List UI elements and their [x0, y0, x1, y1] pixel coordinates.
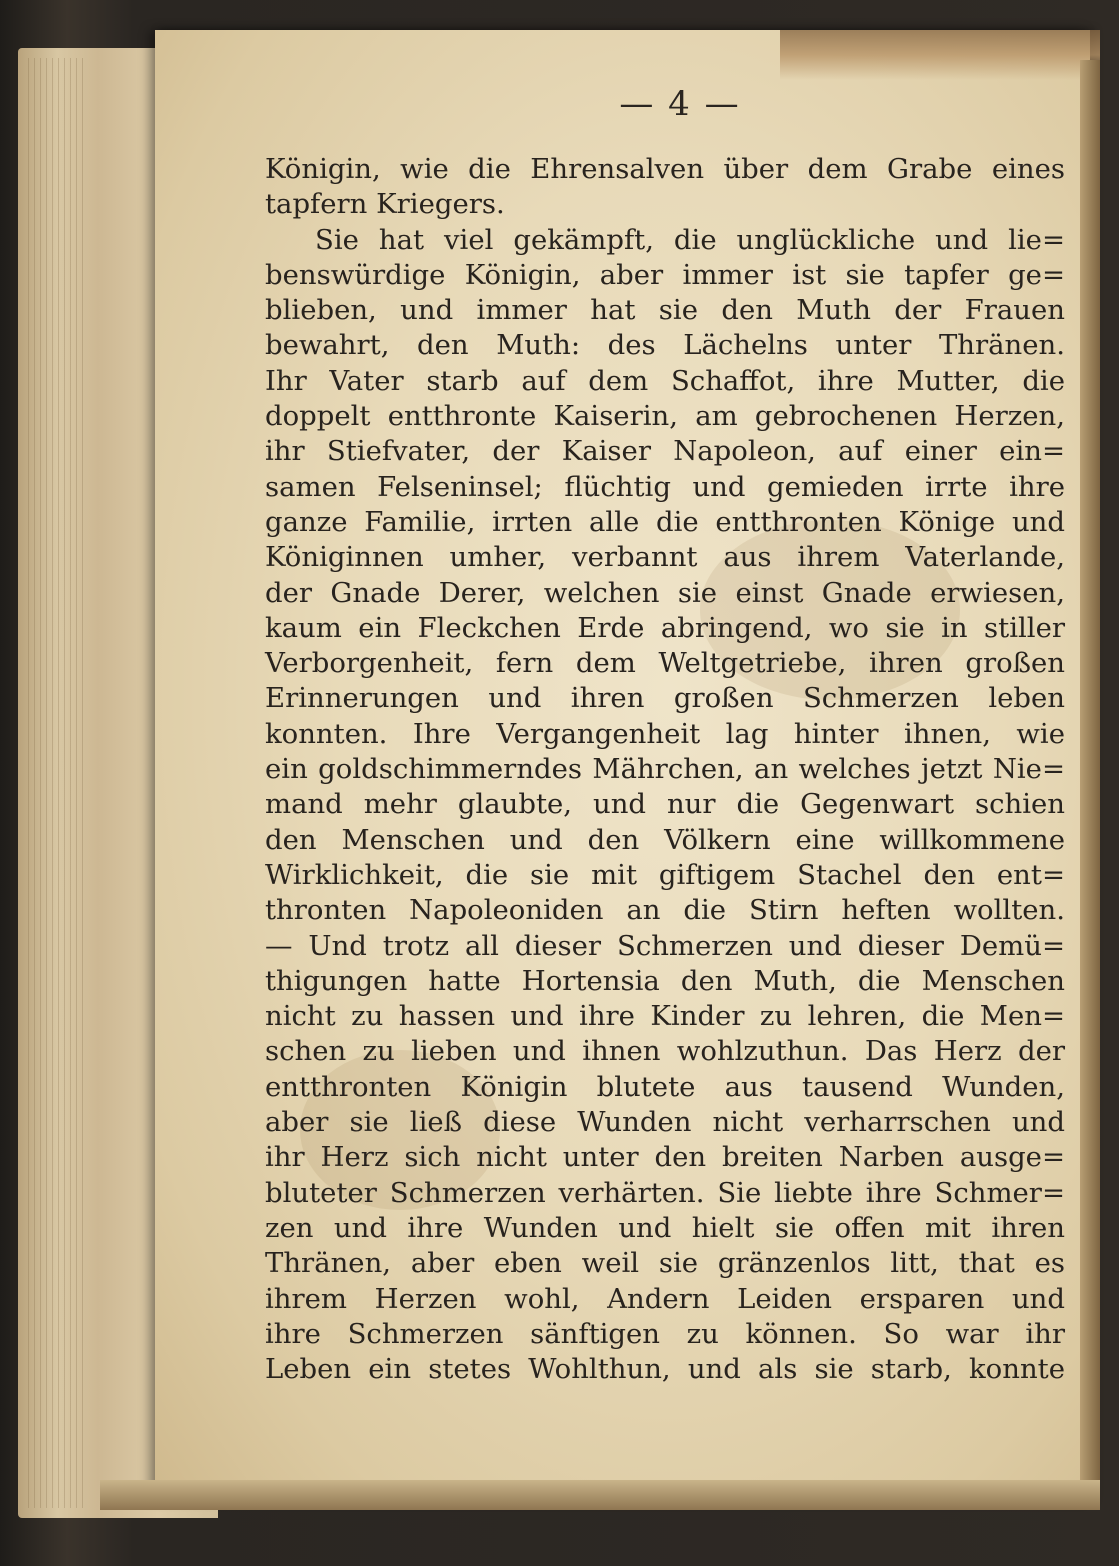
page-right-edge	[1080, 60, 1100, 1500]
text-line: Ihr Vater starb auf dem Schaffot, ihre Mutter, die	[265, 364, 1065, 397]
text-line: konnten. Ihre Vergangenheit lag hinter ihnen, wie	[265, 717, 1065, 750]
text-line: Wirklichkeit, die sie mit giftigem Stachel den ent=	[265, 858, 1065, 891]
text-line: kaum ein Fleckchen Erde abringend, wo sie in stiller	[265, 611, 1065, 644]
text-line: thronten Napoleoniden an die Stirn heften wollten.	[265, 894, 1065, 927]
text-line: entthronten Königin blutete aus tausend Wunden,	[265, 1070, 1065, 1103]
text-line: tapfern Kriegers.	[265, 188, 505, 221]
text-line: der Gnade Derer, welchen sie einst Gnade erwiesen,	[265, 576, 1065, 609]
text-line: Erinnerungen und ihren großen Schmerzen leben	[265, 682, 1065, 715]
text-line: ganze Familie, irrten alle die entthronten Könige und	[265, 505, 1065, 538]
text-line: Sie hat viel gekämpft, die unglückliche und lie=	[315, 223, 1065, 256]
text-line: benswürdige Königin, aber immer ist sie tapfer ge=	[265, 258, 1065, 291]
text-line: nicht zu hassen und ihre Kinder zu lehren, die Men=	[265, 1000, 1065, 1033]
page-number: — 4 —	[619, 84, 741, 124]
text-line: Thränen, aber eben weil sie gränzenlos litt, that es	[265, 1247, 1065, 1280]
text-line: ihr Stiefvater, der Kaiser Napoleon, auf einer ein=	[265, 435, 1065, 468]
text-line: ihre Schmerzen sänftigen zu können. So war ihr	[265, 1317, 1065, 1350]
text-line: ein goldschimmerndes Mährchen, an welches jetzt Nie=	[265, 753, 1065, 786]
text-line: thigungen hatte Hortensia den Muth, die Menschen	[265, 964, 1065, 997]
text-line: samen Felseninsel; flüchtig und gemieden irrte ihre	[265, 470, 1065, 503]
text-line: den Menschen und den Völkern eine willkommene	[265, 823, 1065, 856]
text-line: blieben, und immer hat sie den Muth der Frauen	[265, 294, 1065, 327]
text-line: zen und ihre Wunden und hielt sie offen mit ihren	[265, 1211, 1065, 1244]
text-line: Königin, wie die Ehrensalven über dem Grabe eines	[265, 153, 1065, 185]
text-line: aber sie ließ diese Wunden nicht verharrschen und	[265, 1106, 1065, 1139]
text-line: schen zu lieben und ihnen wohlzuthun. Das Herz der	[265, 1035, 1065, 1068]
page-bottom-edge	[100, 1480, 1100, 1510]
text-line: ihrem Herzen wohl, Andern Leiden ersparen und	[265, 1282, 1065, 1315]
text-line: ihr Herz sich nicht unter den breiten Narben ausge=	[265, 1141, 1065, 1174]
text-line: — Und trotz all dieser Schmerzen und dieser Demü=	[265, 929, 1065, 962]
text-line: doppelt entthronte Kaiserin, am gebrochenen Herzen,	[265, 400, 1065, 433]
text-line: Verborgenheit, fern dem Weltgetriebe, ihren großen	[265, 647, 1065, 680]
text-line: mand mehr glaubte, und nur die Gegenwart schien	[265, 788, 1065, 821]
text-line: Königinnen umher, verbannt aus ihrem Vaterlande,	[265, 541, 1065, 574]
text-line: Leben ein stetes Wohlthun, und als sie starb, konnte	[265, 1353, 1065, 1386]
text-line: bewahrt, den Muth: des Lächelns unter Thränen.	[265, 329, 1065, 362]
text-line: bluteter Schmerzen verhärten. Sie liebte ihre Schmer=	[265, 1176, 1065, 1209]
page-text	[265, 152, 1065, 1387]
worn-page-corner	[780, 30, 1100, 80]
